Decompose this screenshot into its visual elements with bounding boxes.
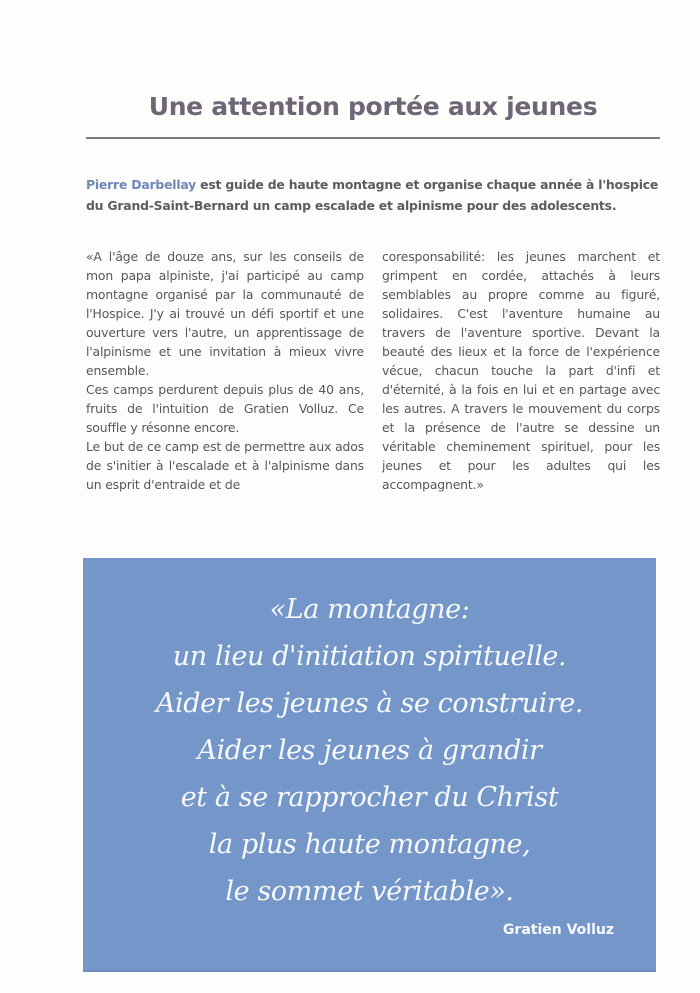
quote-line: le sommet véritable». — [225, 876, 514, 907]
quote-line: Aider les jeunes à se construire. — [155, 688, 584, 719]
quote-line: Aider les jeunes à grandir — [197, 735, 542, 766]
quote-text — [83, 586, 656, 915]
quote-box — [83, 558, 656, 972]
body-paragraph: Le but de ce camp est de permettre aux ados de s'initier à l'escalade et à l'alpinisme dans un esprit d'entraide et de — [86, 439, 364, 492]
page-title: Une attention portée aux jeunes — [148, 92, 598, 121]
article-column-left — [86, 247, 364, 494]
title-divider — [86, 137, 660, 139]
body-paragraph: Ces camps perdurent depuis plus de 40 ans, fruits de l'intuition de Gratien Volluz. Ce souffle y résonne encore. — [86, 382, 364, 435]
quote-line: la plus haute montagne, — [208, 829, 531, 860]
body-paragraph: «A l'âge de douze ans, sur les conseils de mon papa alpiniste, j'ai participé au camp montagne organisé par la communauté de l'Hospice. J'y ai trouvé un défi sportif et une ouverture vers l'autre, un apprentissage de l'alpinisme et une invitation à mieux vivre ensemble. — [86, 249, 364, 378]
intro-author: Pierre Darbellay — [86, 177, 197, 192]
intro-text: est guide de haute montagne et organise chaque année à l'hospice du Grand-Saint-Bernard un camp escalade et alpinisme pour des adolescents. — [86, 177, 659, 213]
article-column-right — [382, 247, 660, 494]
quote-line: un lieu d'initiation spirituelle. — [172, 641, 567, 672]
body-paragraph: coresponsabilité: les jeunes marchent et grimpent en cordée, attachés à leurs semblables au propre comme au figuré, solidaires. C'est l'aventure humaine au travers de l'aventure sportive. Devant la beauté des lieux et la force de l'expérience vécue, chacun touche la part d'infi et d'éternité, à la fois en lui et en partage avec les autres. A travers le mouvement du corps et la présence de l'autre se dessine un véritable cheminement spirituel, pour les jeunes et pour les adultes qui les accompagnent.» — [382, 249, 660, 492]
quote-line: «La montagne: — [269, 594, 470, 625]
intro-paragraph — [86, 174, 666, 216]
quote-author: Gratien Volluz — [502, 922, 614, 938]
quote-line: et à se rapprocher du Christ — [180, 782, 559, 813]
